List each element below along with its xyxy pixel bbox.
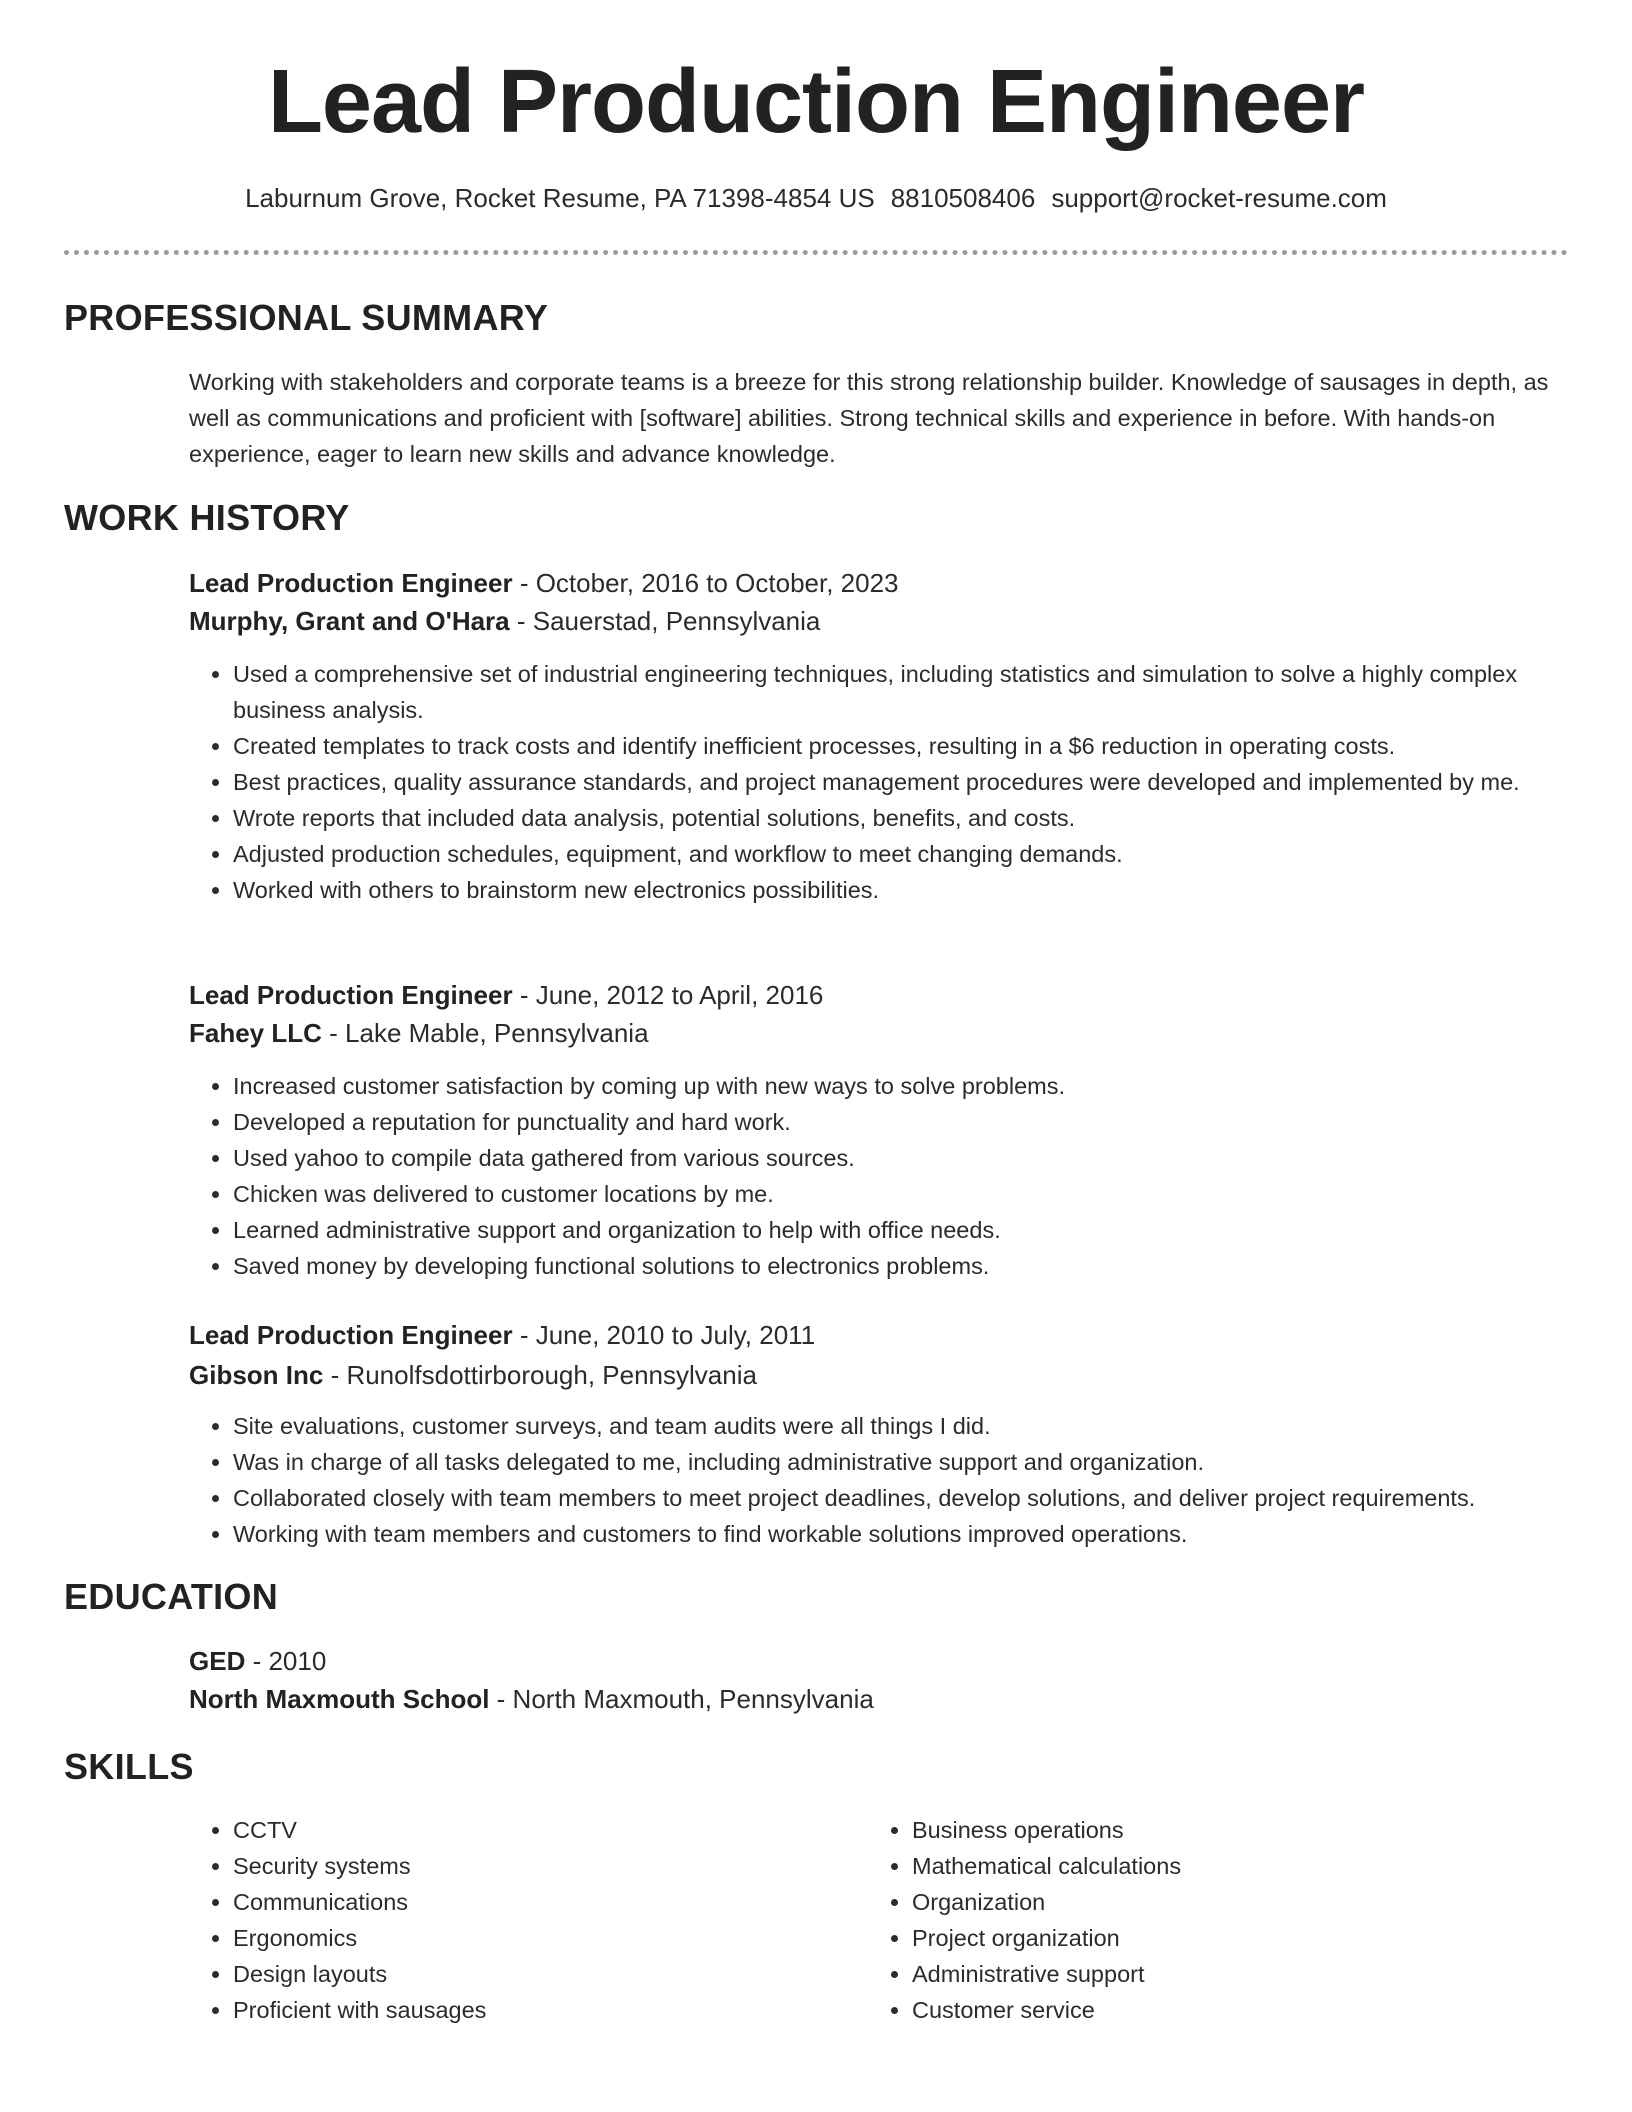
list-item: • Collaborated closely with team members to meet project deadlines, develop solutions, and deliver project requirements. <box>233 1480 1613 1516</box>
header-divider <box>64 250 1568 255</box>
list-item: • CCTV <box>233 1812 833 1848</box>
job-3-title-row <box>189 1317 815 1353</box>
job-1-dates: - October, 2016 to October, 2023 <box>512 568 899 598</box>
job-3-company-row <box>189 1357 757 1393</box>
list-item: • Project organization <box>912 1920 1512 1956</box>
job-2-title-row <box>189 977 823 1013</box>
job-2-company: Fahey LLC <box>189 1018 322 1048</box>
list-item: • Customer service <box>912 1992 1512 2028</box>
list-item: • Adjusted production schedules, equipment, and workflow to meet changing demands. <box>233 836 1613 872</box>
job-1-company: Murphy, Grant and O'Hara <box>189 606 510 636</box>
contact-line <box>0 180 1632 216</box>
list-item: • Ergonomics <box>233 1920 833 1956</box>
resume-name: Lead Production Engineer <box>267 52 1365 152</box>
job-2-location: - Lake Mable, Pennsylvania <box>321 1018 649 1048</box>
contact-phone: 8810508406 <box>890 183 1036 213</box>
list-item: • Saved money by developing functional solutions to electronics problems. <box>233 1248 1613 1284</box>
job-3-location: - Runolfsdottirborough, Pennsylvania <box>323 1360 757 1390</box>
job-1-company-row <box>189 603 820 639</box>
list-item: • Security systems <box>233 1848 833 1884</box>
list-item: • Organization <box>912 1884 1512 1920</box>
list-item: • Used a comprehensive set of industrial engineering techniques, including statistics and simulation to solve a highly complex business analysis. <box>233 656 1613 728</box>
job-2-company-row <box>189 1015 649 1051</box>
list-item: • Design layouts <box>233 1956 833 1992</box>
list-item: • Created templates to track costs and identify inefficient processes, resulting in a $6 reduction in operating costs. <box>233 728 1613 764</box>
job-2-bullets <box>189 1068 1613 1284</box>
list-item: • Worked with others to brainstorm new electronics possibilities. <box>233 872 1613 908</box>
education-year: - 2010 <box>245 1646 327 1676</box>
list-item: • Site evaluations, customer surveys, and team audits were all things I did. <box>233 1408 1613 1444</box>
contact-email: support@rocket-resume.com <box>1051 183 1387 213</box>
job-2-role: Lead Production Engineer <box>189 980 513 1010</box>
list-item: • Business operations <box>912 1812 1512 1848</box>
work-history-heading: WORK HISTORY <box>64 497 350 538</box>
list-item: • Was in charge of all tasks delegated to me, including administrative support and organization. <box>233 1444 1613 1480</box>
list-item: • Proficient with sausages <box>233 1992 833 2028</box>
list-item: • Increased customer satisfaction by coming up with new ways to solve problems. <box>233 1068 1613 1104</box>
education-heading: EDUCATION <box>64 1576 279 1617</box>
job-3-bullets <box>189 1408 1613 1552</box>
list-item: • Used yahoo to compile data gathered from various sources. <box>233 1140 1613 1176</box>
job-1-location: - Sauerstad, Pennsylvania <box>509 606 821 636</box>
education-degree-row <box>189 1643 326 1679</box>
job-3-company: Gibson Inc <box>189 1360 324 1390</box>
contact-address: Laburnum Grove, Rocket Resume, PA 71398-4854 US <box>245 183 875 213</box>
job-1-bullets <box>189 656 1613 908</box>
list-item: • Chicken was delivered to customer locations by me. <box>233 1176 1613 1212</box>
skills-heading: SKILLS <box>64 1746 194 1787</box>
job-1-title-row <box>189 565 899 601</box>
job-2-dates: - June, 2012 to April, 2016 <box>512 980 824 1010</box>
education-degree: GED <box>189 1646 246 1676</box>
job-3-role: Lead Production Engineer <box>189 1320 513 1350</box>
education-school-row <box>189 1681 874 1717</box>
skills-list-left <box>189 1812 833 2028</box>
education-school: North Maxmouth School <box>189 1684 490 1714</box>
summary-heading: PROFESSIONAL SUMMARY <box>64 297 549 338</box>
skills-list-right <box>868 1812 1512 2028</box>
list-item: • Communications <box>233 1884 833 1920</box>
list-item: • Mathematical calculations <box>912 1848 1512 1884</box>
list-item: • Best practices, quality assurance standards, and project management procedures were developed and implemented by me. <box>233 764 1613 800</box>
summary-text: Working with stakeholders and corporate teams is a breeze for this strong relationship builder. Knowledge of sausages in depth, as well as communications and proficient with [software] abilities. Strong technical skills and experience in before. With hands-on experience, eager to learn new skills and advance knowledge. <box>189 369 1549 467</box>
list-item: • Wrote reports that included data analysis, potential solutions, benefits, and costs. <box>233 800 1613 836</box>
education-location: - North Maxmouth, Pennsylvania <box>489 1684 874 1714</box>
list-item: • Administrative support <box>912 1956 1512 1992</box>
list-item: • Developed a reputation for punctuality and hard work. <box>233 1104 1613 1140</box>
list-item: • Learned administrative support and organization to help with office needs. <box>233 1212 1613 1248</box>
list-item: • Working with team members and customers to find workable solutions improved operations. <box>233 1516 1613 1552</box>
job-1-role: Lead Production Engineer <box>189 568 513 598</box>
job-3-dates: - June, 2010 to July, 2011 <box>512 1320 816 1350</box>
